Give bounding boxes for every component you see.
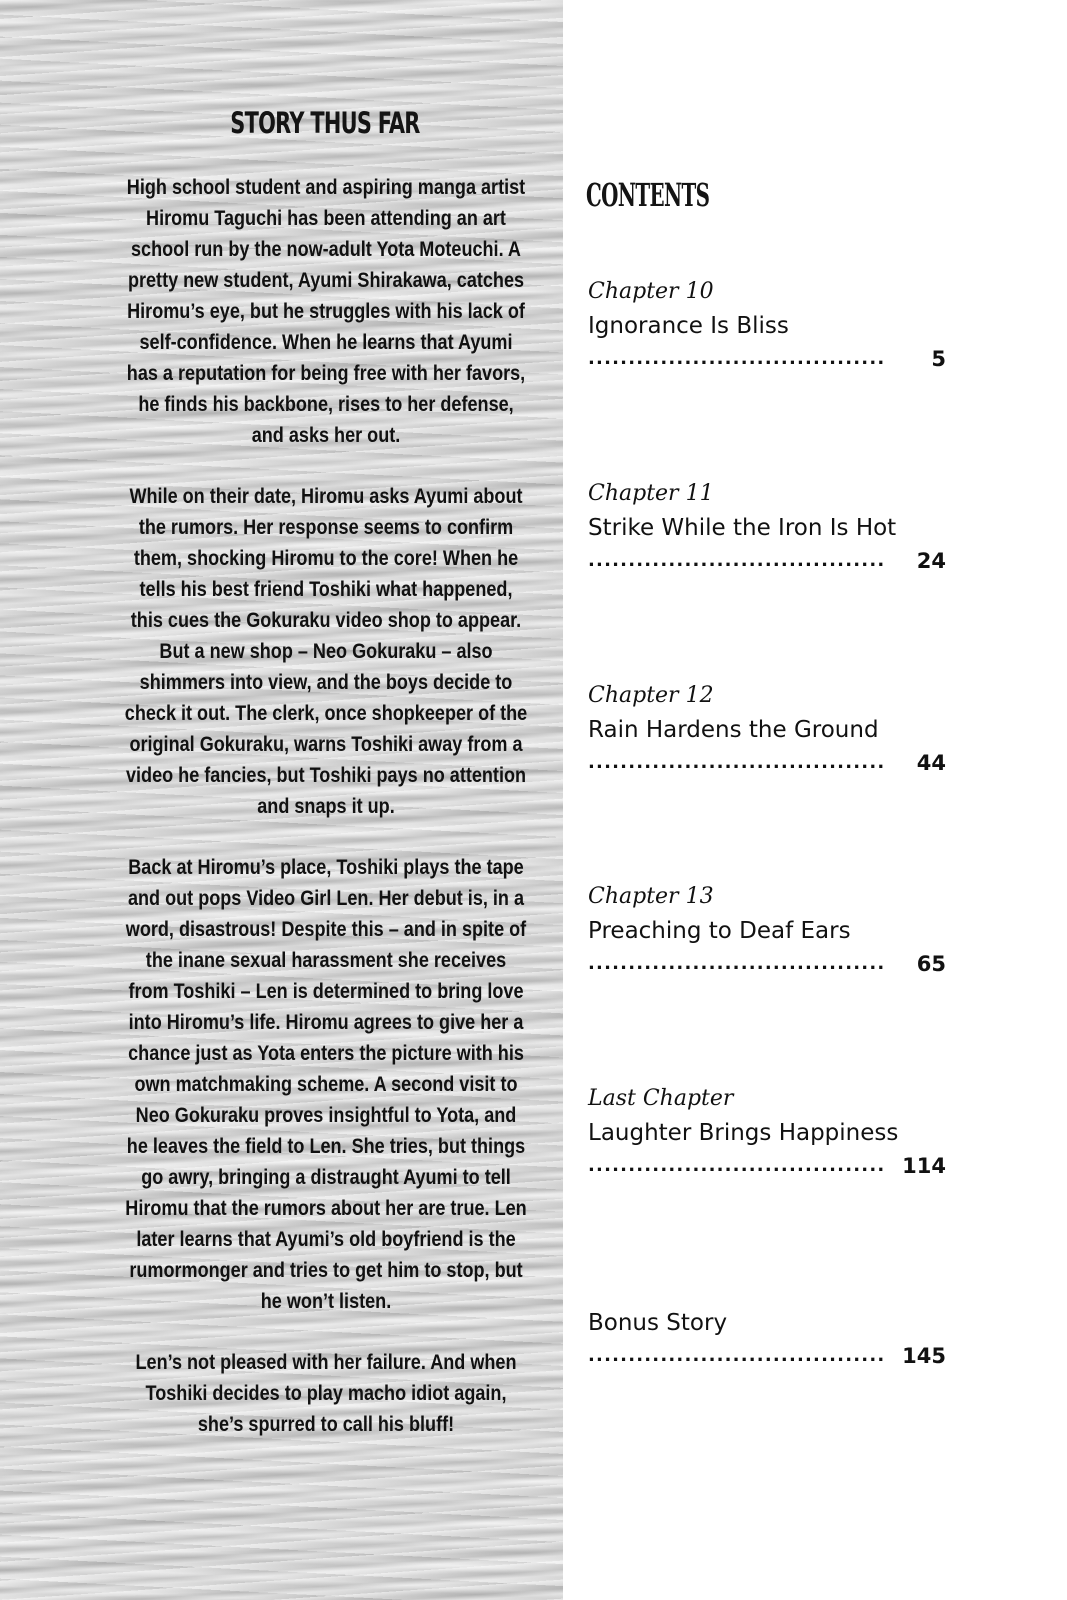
story-paragraph: Len’s not pleased with her failure. And when Toshiki decides to play macho idiot again, she’s spurred to call his bluff!	[135, 1351, 517, 1436]
story-body	[92, 172, 560, 1470]
toc-page-number: 114	[902, 1154, 946, 1178]
contents-title: CONTENTS	[586, 176, 710, 214]
toc-chapter-label: Chapter 12	[588, 683, 714, 708]
toc-chapter-title: Laughter Brings Happiness	[588, 1120, 899, 1146]
toc-chapter-title: Rain Hardens the Ground	[588, 717, 879, 743]
toc-chapter-label: Chapter 13	[588, 884, 714, 909]
story-paragraph: Back at Hiromu’s place, Toshiki plays the tape and out pops Video Girl Len. Her debut is, in a word, disastrous! Despite this – and in spite of the inane sexual harassment she receives from Toshiki – Len is determined to bring love into Hiromu’s life. Hiromu agrees to give her a chance just as Yota enters the picture with his own matchmaking scheme. A second visit to Neo Gokuraku proves insightful to Yota, and he leaves the field to Len. She tries, but things go awry, bringing a distraught Ayumi to tell Hiromu that the rumors about her are true. Len later learns that Ayumi’s old boyfriend is the rumormonger and tries to get him to stop, but he won’t listen.	[125, 856, 527, 1313]
toc-leader	[588, 951, 958, 981]
toc-page-number: 44	[916, 751, 946, 775]
toc-entry-chapter-12[interactable]	[588, 680, 958, 780]
toc-leader	[588, 548, 958, 578]
toc-leader	[588, 1343, 958, 1373]
toc-dots: .....................................	[588, 953, 886, 974]
toc-dots: .....................................	[588, 348, 886, 369]
toc-page-number: 65	[916, 952, 946, 976]
toc-dots: .....................................	[588, 1345, 886, 1366]
story-paragraph: While on their date, Hiromu asks Ayumi about the rumors. Her response seems to confirm them, shocking Hiromu to the core! When he tells his best friend Toshiki what happened, this cues the Gokuraku video shop to appear. But a new shop – Neo Gokuraku – also shimmers into view, and the boys decide to check it out. The clerk, once shopkeeper of the original Gokuraku, warns Toshiki away from a video he fancies, but Toshiki pays no attention and snaps it up.	[124, 485, 528, 818]
toc-entry-last-chapter[interactable]	[588, 1083, 958, 1183]
toc-page-number: 24	[916, 549, 946, 573]
toc-page-number: 5	[931, 347, 946, 371]
toc-entry-chapter-10[interactable]	[588, 276, 958, 376]
toc-leader	[588, 1153, 958, 1183]
toc-dots: .....................................	[588, 1155, 886, 1176]
toc-dots: .....................................	[588, 550, 886, 571]
toc-chapter-label: Last Chapter	[588, 1086, 734, 1111]
toc-chapter-label: Chapter 11	[588, 481, 714, 506]
toc-entry-bonus-story[interactable]	[588, 1307, 958, 1373]
toc-leader	[588, 750, 958, 780]
toc-leader	[588, 346, 958, 376]
toc-chapter-title: Strike While the Iron Is Hot	[588, 515, 897, 541]
toc-entry-chapter-11[interactable]	[588, 478, 958, 578]
toc-chapter-title: Ignorance Is Bliss	[588, 313, 789, 339]
toc-chapter-title: Preaching to Deaf Ears	[588, 918, 851, 944]
toc-entry-chapter-13[interactable]	[588, 881, 958, 981]
toc-chapter-title: Bonus Story	[588, 1310, 728, 1336]
toc-chapter-label: Chapter 10	[588, 279, 714, 304]
toc-page-number: 145	[902, 1344, 946, 1368]
story-title: STORY THUS FAR	[230, 106, 420, 140]
story-paragraph: High school student and aspiring manga artist Hiromu Taguchi has been attending an art school run by the now-adult Yota Moteuchi. A pretty new student, Ayumi Shirakawa, catches Hiromu’s eye, but he struggles with his lack of self-confidence. When he learns that Ayumi has a reputation for being free with her favors, he finds his backbone, rises to her defense, and asks her out.	[126, 176, 526, 447]
toc-dots: .....................................	[588, 752, 886, 773]
